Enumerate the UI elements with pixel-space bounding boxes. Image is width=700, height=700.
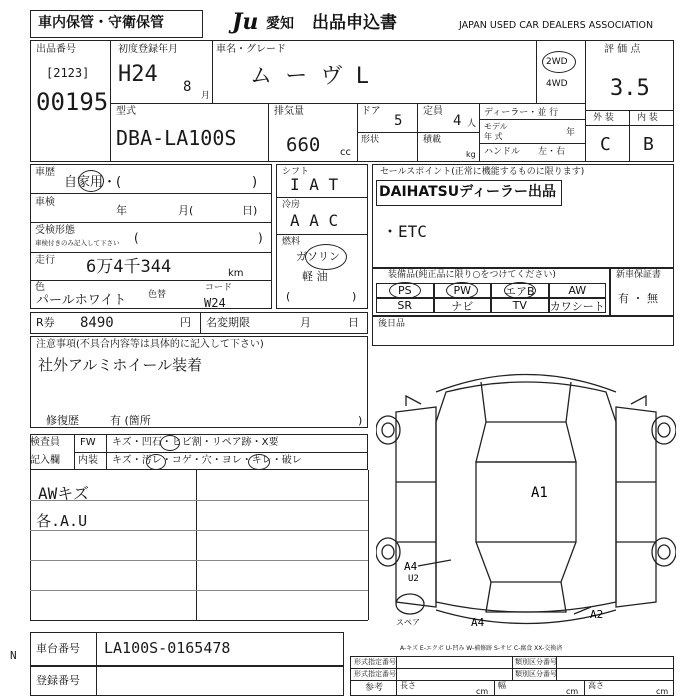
interior-mark-circle xyxy=(146,454,166,470)
reception-label: 受検形態 xyxy=(35,225,75,236)
diagram-left-mark: A4 xyxy=(404,560,418,573)
diagram-spare-label: スペア xyxy=(396,618,420,627)
lot-label: 出品番号 xyxy=(36,44,76,55)
rating-exterior: C xyxy=(600,134,611,155)
drive-2wd: 2WD xyxy=(546,57,568,67)
notes-label: 注意事項(不具合内容等は具体的に記入して下さい) xyxy=(36,339,264,350)
drive-4wd: 4WD xyxy=(546,79,568,89)
chassis-label: 車台番号 xyxy=(36,642,80,655)
model-name-value: ム ー ヴ L xyxy=(250,64,369,89)
after-parts-box xyxy=(372,316,674,346)
lot-sub-number: [2123] xyxy=(46,66,90,80)
fuel-open: ( xyxy=(286,290,291,303)
inspector-fw-items: キズ・凹石・ヒビ割・リペア跡・X要 xyxy=(112,437,279,448)
shift-value: I A T xyxy=(290,175,339,194)
rating-score: 3.5 xyxy=(610,76,650,101)
doors-value: 5 xyxy=(394,113,403,129)
height-unit: cm xyxy=(656,687,669,696)
class-code-label-2: 類別区分番号 xyxy=(515,670,557,678)
inspection-year: 年 xyxy=(116,204,127,217)
reception-close: ) xyxy=(258,231,263,245)
name-change-month: 月 xyxy=(300,316,311,329)
registration-year: H24 xyxy=(118,62,158,87)
header-title-left: 車内保管・守衛保管 xyxy=(38,15,164,31)
ac-label: 冷房 xyxy=(282,200,301,210)
fuel-close: ) xyxy=(352,290,357,303)
model-year-label: モデル xyxy=(484,122,508,131)
height-label: 高さ xyxy=(588,681,604,690)
capacity-value: 4 xyxy=(453,113,462,129)
class-code-label: 類別区分番号 xyxy=(515,658,557,666)
capacity-unit: 人 xyxy=(467,119,477,129)
color-value: パールホワイト xyxy=(36,293,127,308)
color-replaced-label: 色替 xyxy=(148,290,167,300)
color-code-label: コード xyxy=(205,283,233,293)
inspector-interior-label: 内装 xyxy=(78,455,98,466)
repair-value: 有 (箇所 xyxy=(110,414,151,427)
mileage-value: 6万4千344 xyxy=(86,257,172,277)
reception-open: ( xyxy=(134,231,139,245)
registration-label: 初度登録年月 xyxy=(118,44,178,55)
equipment-item: PW xyxy=(434,283,492,298)
diagram-left-mark-2: U2 xyxy=(408,574,419,584)
fuel-label: 燃料 xyxy=(282,237,301,247)
equipment-item: TV xyxy=(491,298,549,313)
recycle-unit: 円 xyxy=(180,316,191,329)
use-type-close: ) xyxy=(252,175,258,190)
chassis-value: LA100S-0165478 xyxy=(104,639,231,657)
handle-value: 左・右 xyxy=(538,147,566,157)
car-damage-diagram xyxy=(376,352,676,642)
chassis-mark: N xyxy=(10,649,17,662)
model-year-label-2: 年 式 xyxy=(484,132,503,141)
color-label: 色 xyxy=(35,282,45,293)
association-name: JAPAN USED CAR DEALERS ASSOCIATION xyxy=(459,20,654,31)
ju-logo: Ju xyxy=(232,9,259,35)
use-type-circle xyxy=(78,170,104,192)
use-type-label: 車歴 xyxy=(35,167,55,178)
recycle-label: R券 xyxy=(36,316,55,329)
inspection-day: 日) xyxy=(242,204,258,217)
ac-value: A A C xyxy=(290,211,339,230)
memo-line-2: 各.A.U xyxy=(36,512,88,530)
mileage-unit: km xyxy=(228,268,244,279)
inspection-label: 車検 xyxy=(35,197,55,208)
repair-label: 修復歴 xyxy=(46,414,79,427)
model-name-label: 車名・グレード xyxy=(216,44,286,55)
plate-label: 登録番号 xyxy=(36,674,80,687)
equipment-label: 装備品(純正品に限り○をつけてください) xyxy=(388,270,556,280)
inspector-label: 検査員 xyxy=(30,437,60,448)
form-title: 出品申込書 xyxy=(312,13,397,33)
diagram-rear-right-mark: A2 xyxy=(590,608,604,621)
equipment-item: SR xyxy=(376,298,434,313)
lot-number: 00195 xyxy=(36,88,109,116)
displacement-label: 排気量 xyxy=(274,106,304,117)
brand-region: 愛知 xyxy=(266,16,294,32)
capacity-label: 定員 xyxy=(423,106,443,117)
fw-mark-circle xyxy=(160,435,180,451)
rating-exterior-label: 外 装 xyxy=(593,113,614,123)
mileage-label: 走行 xyxy=(35,255,55,266)
length-unit: cm xyxy=(476,687,489,696)
width-label: 幅 xyxy=(498,681,506,690)
warranty-value: 有 ・ 無 xyxy=(618,292,658,305)
inspection-month: 月( xyxy=(178,204,194,217)
registration-month-unit: 月 xyxy=(201,91,211,101)
displacement-unit: cc xyxy=(340,147,351,158)
memo-line-1: AWキズ xyxy=(38,484,89,503)
inspector-interior-items: キズ・汚レ・コゲ・穴・ヨレ・キレ・破レ xyxy=(112,455,302,466)
registration-month: 8 xyxy=(183,79,192,95)
car-outline xyxy=(376,375,676,624)
diagram-legend: A-キズ E-エクボ U-凹み W-補修跡 S-サビ C-腐食 XX-交換済 xyxy=(400,645,563,652)
fuel-gasoline-circle xyxy=(305,244,347,270)
shape-label: 形状 xyxy=(361,135,380,145)
warranty-label: 新車保証書 xyxy=(616,270,662,280)
rating-label: 評 価 点 xyxy=(604,44,641,55)
reception-note: 車検付きのみ記入して下さい xyxy=(35,239,120,247)
equipment-item: ナビ xyxy=(434,298,492,313)
use-type-value: 自家用・( xyxy=(64,175,122,190)
load-label: 積載 xyxy=(423,135,442,145)
form-designation-label-2: 形式指定番号 xyxy=(354,670,396,678)
equipment-item: PS xyxy=(376,283,434,298)
shift-label: シフト xyxy=(282,167,310,177)
equipment-item: カワシート xyxy=(549,299,605,313)
equipment-grid xyxy=(376,283,606,313)
name-change-label: 名変期限 xyxy=(206,316,250,329)
fuel-gasoline: ガソリン xyxy=(296,250,340,263)
handle-label: ハンドル xyxy=(484,147,521,157)
model-code-label: 型式 xyxy=(116,106,136,117)
model-code-value: DBA-LA100S xyxy=(116,126,237,150)
dealer-label: ディーラー・並 行 xyxy=(484,108,559,118)
length-label: 長さ xyxy=(400,681,416,690)
diagram-rear-left-mark: A4 xyxy=(471,616,485,629)
rating-interior-label: 内 装 xyxy=(637,113,658,123)
name-change-day: 日 xyxy=(348,316,359,329)
after-parts-label: 後日品 xyxy=(378,319,406,329)
width-unit: cm xyxy=(566,687,579,696)
diagram-center-mark: A1 xyxy=(531,485,548,501)
color-code: W24 xyxy=(204,296,226,310)
displacement-value: 660 xyxy=(286,134,321,156)
equipment-item: エアB xyxy=(491,283,549,298)
year-unit: 年 xyxy=(566,128,576,138)
fuel-diesel: 軽 油 xyxy=(302,270,328,283)
inspector-fw-label: FW xyxy=(80,437,96,448)
recycle-value: 8490 xyxy=(80,315,114,331)
sales-point-label: セールスポイント(正常に機能するものに限ります) xyxy=(380,167,585,177)
load-unit: kg xyxy=(466,150,476,159)
notes-value: 社外アルミホイール装着 xyxy=(38,356,203,374)
rating-interior: B xyxy=(643,134,654,155)
sales-point-etc: ・ETC xyxy=(382,222,427,241)
form-designation-label: 形式指定番号 xyxy=(354,658,396,666)
doors-label: ドア xyxy=(361,106,381,117)
reference-label: 参考 xyxy=(365,683,384,693)
repair-close: ) xyxy=(358,414,363,427)
interior-mark-circle-2 xyxy=(248,454,270,470)
inspector-label-2: 記入欄 xyxy=(30,455,60,466)
dealer-stamp-text: DAIHATSUディーラー出品 xyxy=(379,184,557,200)
equipment-item: AW xyxy=(549,283,607,298)
